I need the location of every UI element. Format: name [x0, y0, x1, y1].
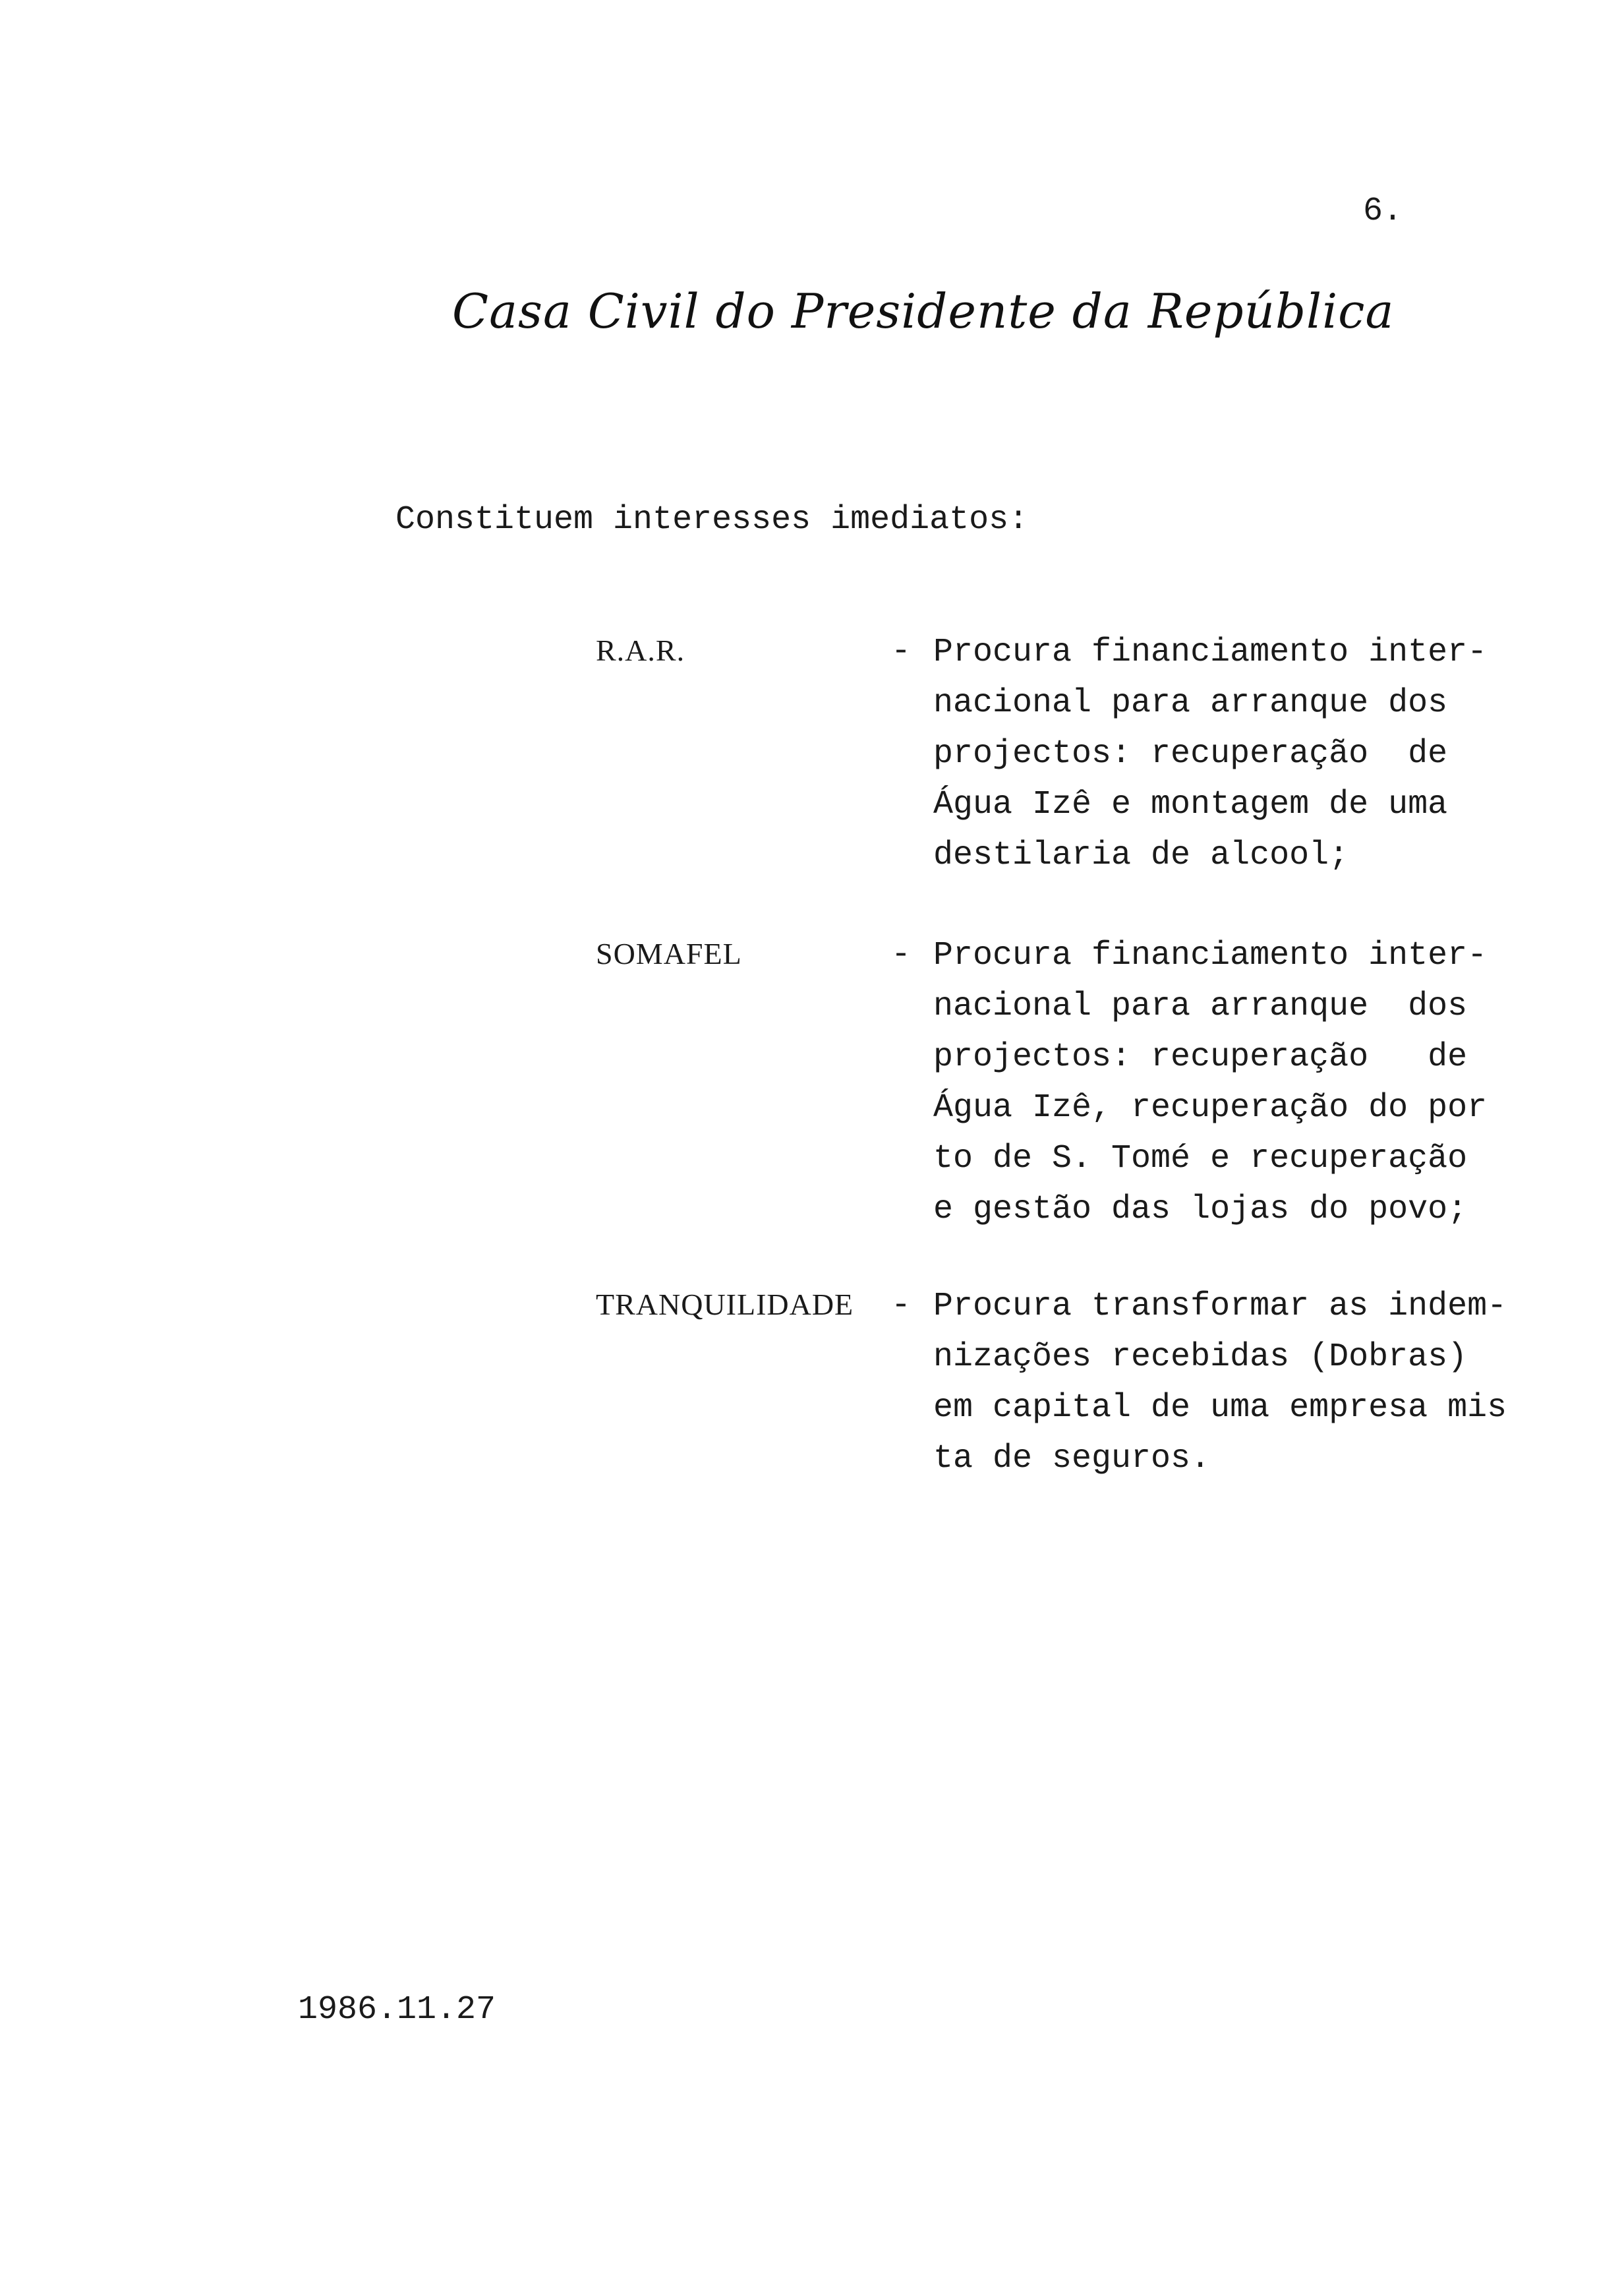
entry-line: nacional para arranque dos	[933, 684, 1448, 722]
page-number: 6.	[1363, 193, 1403, 230]
entry-name: TRANQUILIDADE	[596, 1288, 854, 1321]
entry-line: ta de seguros.	[933, 1440, 1211, 1477]
entry-line: Procura financiamento inter-	[933, 634, 1488, 671]
document-date: 1986.11.27	[298, 1991, 496, 2029]
entry-line: projectos: recuperação de	[933, 735, 1448, 773]
entry-line: Procura financiamento inter-	[933, 937, 1488, 974]
entry-description	[933, 633, 1487, 887]
entry-line: destilaria de alcool;	[933, 837, 1349, 874]
entry-dash: -	[891, 936, 912, 974]
entry-line: Procura transformar as indem-	[933, 1288, 1507, 1325]
entry-dash: -	[891, 1287, 912, 1324]
entry-line: em capital de uma empresa mis	[933, 1389, 1507, 1427]
entry-line: Água Izê e montagem de uma	[933, 786, 1448, 823]
entry-line: Água Izê, recuperação do por	[933, 1089, 1488, 1127]
letterhead-title: Casa Civil do Presidente da República	[452, 283, 1395, 339]
entry-dash: -	[891, 633, 912, 670]
entry-name: SOMAFEL	[596, 937, 742, 970]
intro-text: Constituem interesses imediatos:	[395, 501, 1029, 539]
entry-line: to de S. Tomé e recuperação	[933, 1140, 1468, 1177]
entry-line: e gestão das lojas do povo;	[933, 1191, 1468, 1228]
entry-line: nizações recebidas (Dobras)	[933, 1338, 1468, 1376]
entry-line: nacional para arranque dos	[933, 988, 1468, 1025]
entry-name: R.A.R.	[596, 634, 685, 667]
entry-description	[933, 1287, 1507, 1490]
entry-description	[933, 936, 1487, 1241]
entry-line: projectos: recuperação de	[933, 1038, 1468, 1076]
